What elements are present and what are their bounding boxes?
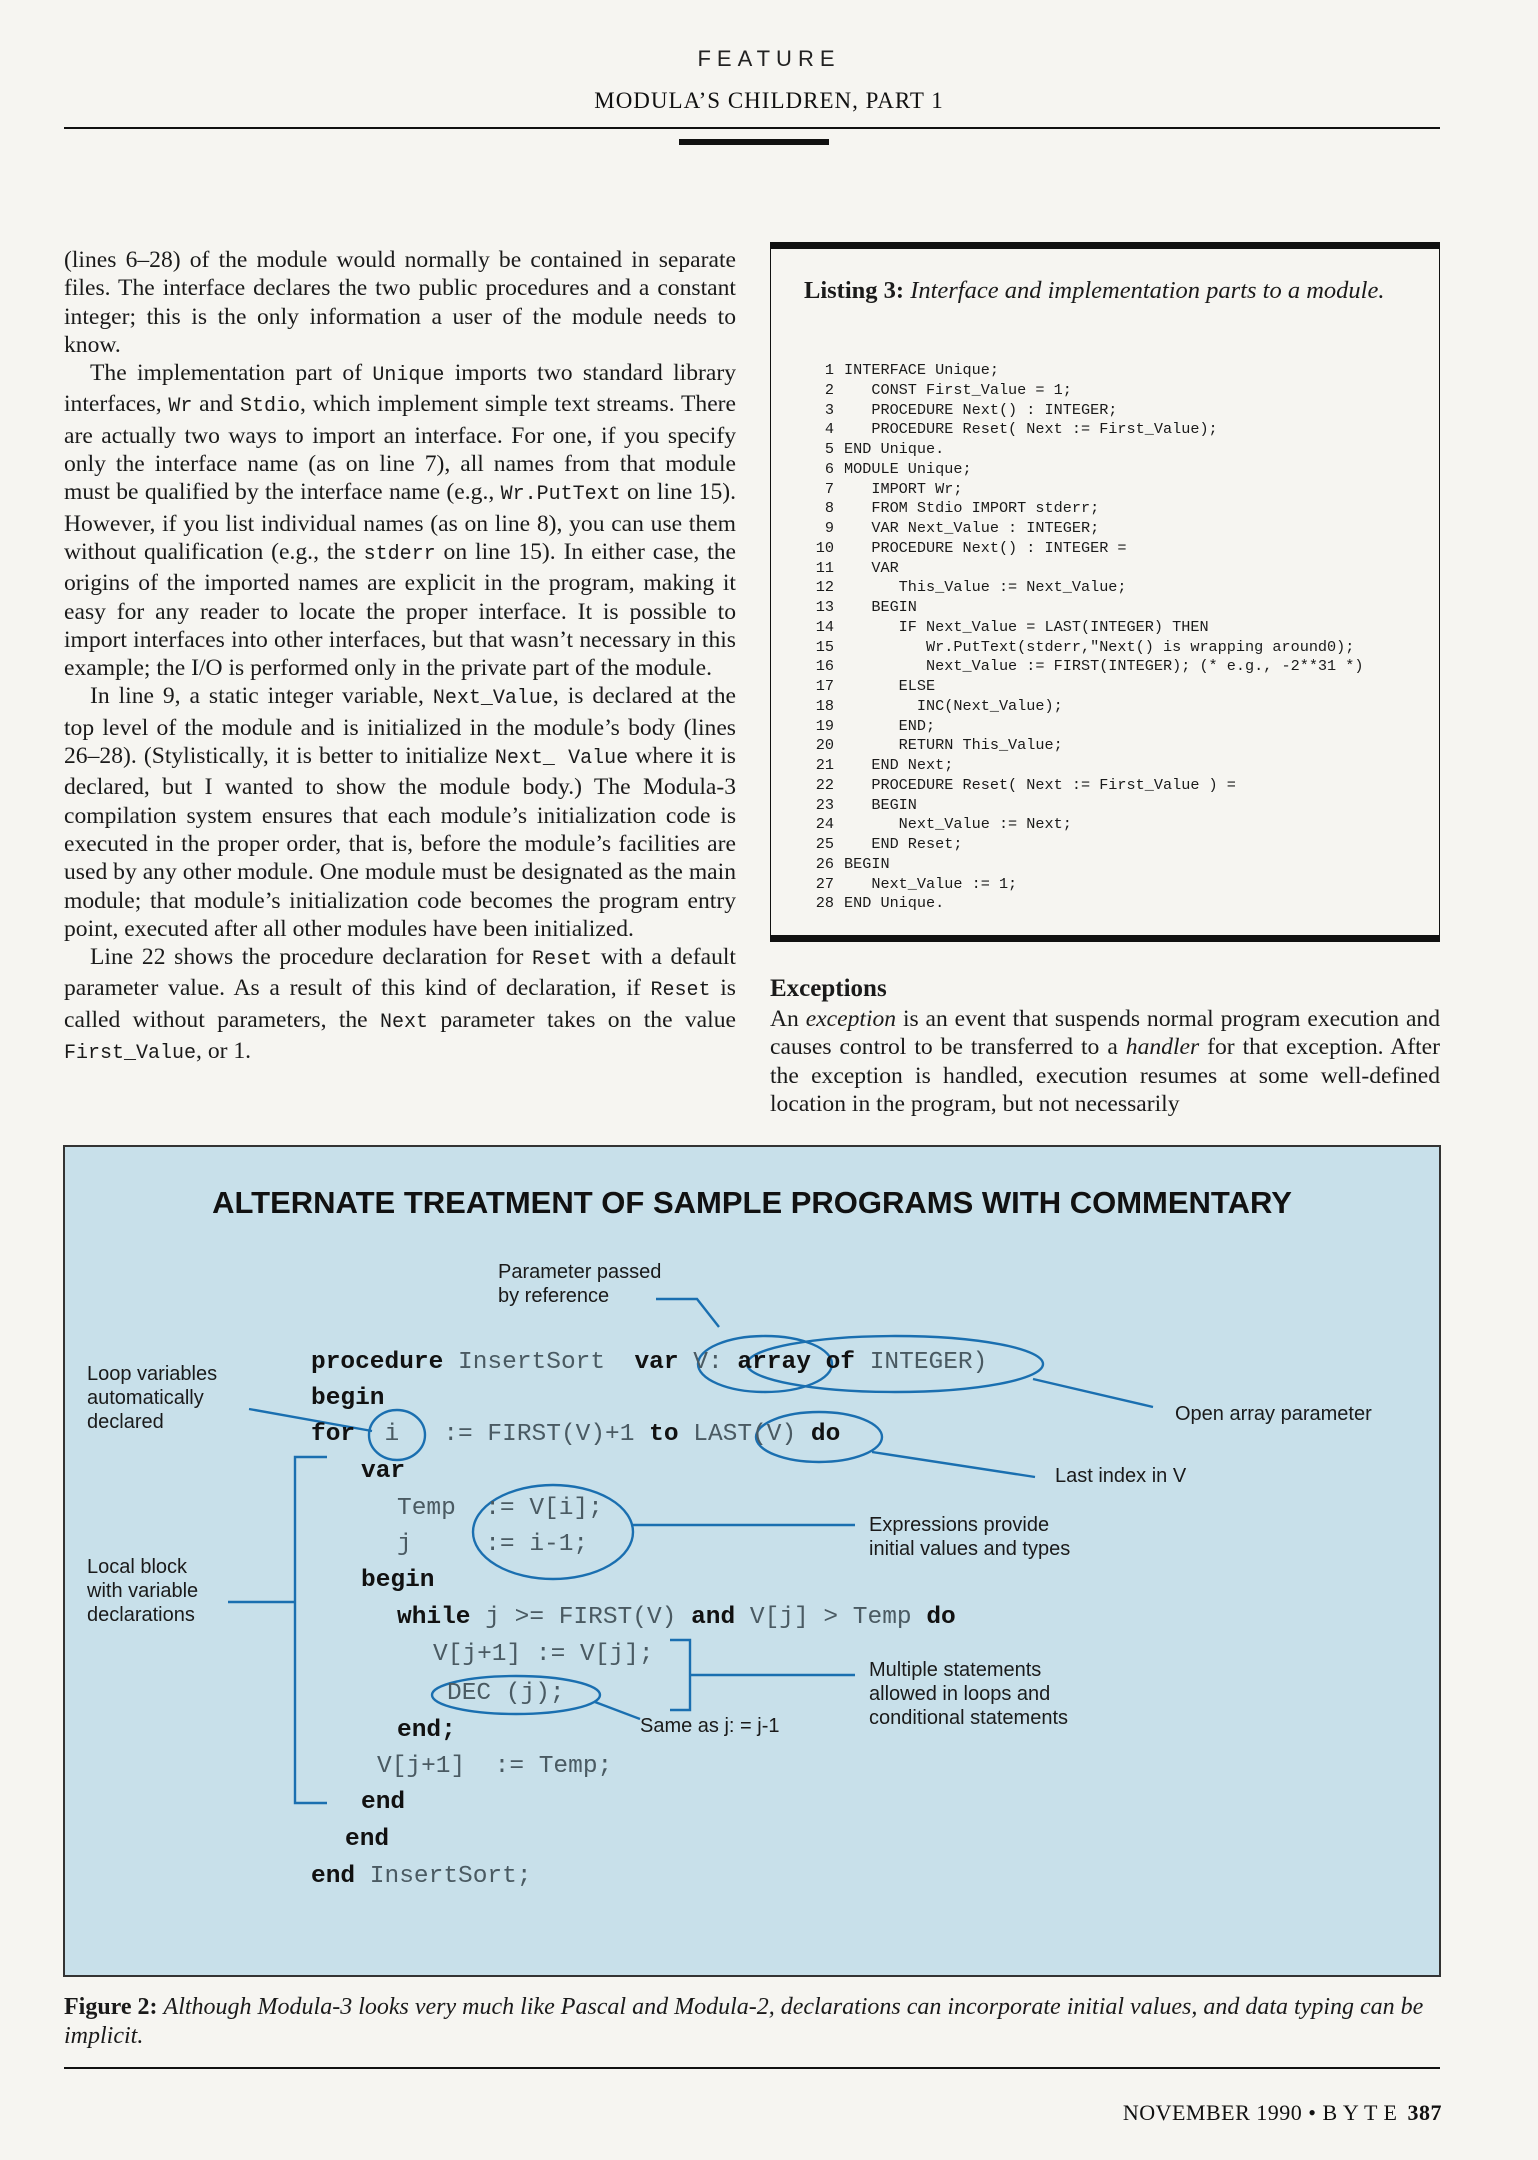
listing-line-number: 26 bbox=[815, 854, 834, 873]
listing-line bbox=[807, 480, 1364, 500]
paragraph-3: In line 9, a static integer variable, Next_Value, is declared at the top level of the module and is initialized in the module’s body (lines 26–28). (Stylistically, it is better to initialize Next_ Value where it is declared, but I wanted to show the module body.) The Modula-3 compilation system ensures that each module’s initialization code is executed in the proper order, that is, before the module’s facilities are used by any other module. One module must be designated as the main module; that module’s initialization code becomes the program entry point, executed after all other modules have been initialized. bbox=[64, 683, 736, 942]
listing-line-code: END Unique. bbox=[844, 894, 945, 913]
listing-line-number: 16 bbox=[815, 657, 834, 676]
code-line-end-2: end bbox=[361, 1789, 406, 1816]
listing-line-code: BEGIN bbox=[844, 854, 890, 873]
listing-line bbox=[807, 539, 1364, 559]
listing-line-code: VAR Next_Value : INTEGER; bbox=[844, 519, 1100, 537]
listing-line-number: 7 bbox=[824, 479, 834, 498]
listing-line-number: 24 bbox=[815, 815, 834, 834]
listing-box bbox=[770, 242, 1440, 942]
listing-line bbox=[807, 677, 1364, 697]
listing-line-number: 17 bbox=[815, 677, 834, 695]
listing-line bbox=[807, 598, 1364, 618]
code-line-assign-1: V[j+1] := V[j]; bbox=[433, 1641, 654, 1668]
local-block-bracket bbox=[295, 1457, 327, 1803]
listing-line-code: Next_Value := FIRST(INTEGER); (* e.g., -2**31 *) bbox=[844, 657, 1364, 676]
code-line-var: var bbox=[361, 1458, 406, 1485]
listing-line-code: RETURN This_Value; bbox=[844, 736, 1063, 755]
listing-line bbox=[807, 578, 1364, 598]
listing-line-number: 2 bbox=[824, 380, 834, 399]
open-array-leader bbox=[1033, 1379, 1153, 1407]
figure-2-panel bbox=[63, 1145, 1441, 1977]
listing-line bbox=[807, 736, 1364, 756]
paragraph-2: The implementation part of Unique imports two standard library interfaces, Wr and Stdio, which implement simple text streams. There are actually two ways to import an interface. For one, if you specify only the interface name (as on line 7), all names from that module must be qualified by the interface name (e.g., Wr.PutText on line 15). However, if you list individual names (as on line 8), you can use them without qualification (e.g., the stderr on line 15). In either case, the origins of the imported names are explicit in the program, making it easy for any reader to locate the proper interface. It is possible to import interfaces into other interfaces, but that wasn’t necessary in this example; the I/O is performed only in the private part of the module. bbox=[64, 360, 736, 682]
listing-line-code: END; bbox=[844, 716, 936, 735]
section-kicker: FEATURE bbox=[697, 46, 841, 71]
code-line-procedure: procedure InsertSort var V: array of INTEGER) bbox=[311, 1349, 988, 1376]
listing-line-number: 5 bbox=[824, 440, 834, 458]
listing-line bbox=[807, 519, 1364, 539]
listing-line-code: PROCEDURE Reset( Next := First_Value); bbox=[844, 420, 1218, 439]
listing-line-code: MODULE Unique; bbox=[844, 459, 972, 478]
listing-line bbox=[807, 894, 1364, 914]
code-line-begin-2: begin bbox=[361, 1567, 435, 1594]
footer-issue: NOVEMBER 1990 • B Y T E bbox=[1122, 2100, 1398, 2125]
listing-line-number: 23 bbox=[815, 795, 834, 814]
listing-line-number: 9 bbox=[824, 519, 834, 537]
listing-line-number: 27 bbox=[815, 874, 834, 893]
listing-line bbox=[807, 420, 1364, 440]
listing-line-number: 6 bbox=[824, 459, 834, 478]
code-line-end-insertsort: end InsertSort; bbox=[311, 1863, 532, 1890]
code-line-dec: DEC (j); bbox=[447, 1680, 565, 1707]
listing-line-code: FROM Stdio IMPORT stderr; bbox=[844, 499, 1100, 518]
listing-line-code: INTERFACE Unique; bbox=[844, 361, 999, 379]
page-footer bbox=[1123, 2100, 1442, 2126]
annotation-param-by-reference: Parameter passed by reference bbox=[498, 1261, 662, 1307]
listing-line-number: 28 bbox=[815, 894, 834, 913]
listing-line bbox=[807, 697, 1364, 717]
figure-title: ALTERNATE TREATMENT OF SAMPLE PROGRAMS WITH COMMENTARY bbox=[212, 1185, 1292, 1220]
code-line-j: j := i-1; bbox=[397, 1531, 589, 1558]
listing-line-code: CONST First_Value = 1; bbox=[844, 380, 1072, 399]
figure-caption: Figure 2: Although Modula-3 looks very much like Pascal and Modula-2, declarations can incorporate initial values, and data typing can be implicit. bbox=[64, 1994, 1424, 2049]
listing-line-code: Next_Value := 1; bbox=[844, 874, 1018, 893]
listing-line-code: PROCEDURE Reset( Next := First_Value ) = bbox=[844, 775, 1236, 794]
header-bar bbox=[679, 139, 829, 145]
exceptions-heading: Exceptions bbox=[770, 975, 887, 1002]
listing-line bbox=[807, 855, 1364, 875]
annotation-open-array: Open array parameter bbox=[1175, 1403, 1372, 1425]
listing-line bbox=[807, 815, 1364, 835]
listing-line-number: 20 bbox=[815, 736, 834, 755]
listing-line-number: 8 bbox=[824, 499, 834, 518]
listing-line bbox=[807, 756, 1364, 776]
listing-line bbox=[807, 657, 1364, 677]
annotation-loop-variables: Loop variables automatically declared bbox=[87, 1363, 218, 1433]
listing-line bbox=[807, 381, 1364, 401]
listing-line bbox=[807, 440, 1364, 460]
listing-line bbox=[807, 776, 1364, 796]
listing-line-code: IF Next_Value = LAST(INTEGER) THEN bbox=[844, 617, 1209, 636]
listing-line-code: BEGIN bbox=[844, 795, 917, 814]
exceptions-paragraph: An exception is an event that suspends normal program execution and causes control to be transferred to a handler for that exception. After the exception is handled, execution resumes at some well-defined location in the program, but not necessarily bbox=[770, 1006, 1441, 1117]
listing-line-code: BEGIN bbox=[844, 598, 917, 616]
listing-line-number: 1 bbox=[824, 361, 834, 379]
listing-line-code: INC(Next_Value); bbox=[844, 696, 1063, 715]
code-line-for: for i := FIRST(V)+1 to LAST(V) do bbox=[311, 1421, 841, 1448]
running-head: MODULA’S CHILDREN, PART 1 bbox=[594, 88, 944, 113]
listing-line-number: 15 bbox=[815, 637, 834, 656]
listing-line-number: 4 bbox=[824, 420, 834, 439]
listing-caption: Listing 3: Interface and implementation parts to a module. bbox=[804, 277, 1385, 304]
code-line-temp: Temp := V[i]; bbox=[397, 1495, 603, 1522]
listing-line-code: VAR bbox=[844, 558, 899, 577]
listing-line-code: IMPORT Wr; bbox=[844, 479, 963, 498]
paragraph-1: (lines 6–28) of the module would normally be contained in separate files. The interface declares the two public procedures and a constant integer; this is the only information a user of the module needs to know. bbox=[64, 247, 736, 358]
listing-line bbox=[807, 401, 1364, 421]
listing-line bbox=[807, 559, 1364, 579]
listing-line-code: This_Value := Next_Value; bbox=[844, 578, 1127, 597]
footer-rule bbox=[64, 2067, 1440, 2069]
annotation-expressions: Expressions provide initial values and types bbox=[869, 1514, 1071, 1560]
annotation-last-index: Last index in V bbox=[1055, 1465, 1187, 1487]
listing-line bbox=[807, 460, 1364, 480]
page-number: 387 bbox=[1407, 2100, 1442, 2125]
listing-line bbox=[807, 796, 1364, 816]
listing-line bbox=[807, 717, 1364, 737]
code-line-end-3: end bbox=[345, 1826, 390, 1853]
listing-line-code: PROCEDURE Next() : INTEGER; bbox=[844, 400, 1118, 419]
listing-line-number: 12 bbox=[815, 578, 834, 597]
listing-line bbox=[807, 875, 1364, 895]
code-line-begin: begin bbox=[311, 1385, 385, 1412]
listing-line-number: 14 bbox=[815, 617, 834, 636]
multiple-bracket bbox=[670, 1640, 690, 1710]
listing-line-number: 10 bbox=[815, 538, 834, 557]
listing-line-code: END Next; bbox=[844, 756, 954, 774]
code-line-end-1: end; bbox=[397, 1717, 456, 1744]
listing-line-code: Next_Value := Next; bbox=[844, 815, 1072, 834]
listing-line-code: Wr.PutText(stderr,"Next() is wrapping around0); bbox=[844, 637, 1355, 656]
code-line-assign-2: V[j+1] := Temp; bbox=[377, 1753, 613, 1780]
listing-code bbox=[807, 361, 1364, 914]
listing-line bbox=[807, 618, 1364, 638]
last-index-leader bbox=[872, 1452, 1035, 1477]
listing-line-number: 11 bbox=[815, 558, 834, 577]
annotation-same-as: Same as j: = j-1 bbox=[640, 1715, 780, 1737]
annotation-overlay bbox=[65, 1147, 1443, 1979]
right-column bbox=[770, 974, 1440, 1118]
same-as-leader bbox=[595, 1702, 640, 1719]
header-rule bbox=[64, 127, 1440, 129]
listing-line bbox=[807, 499, 1364, 519]
listing-line-code: ELSE bbox=[844, 677, 936, 695]
left-column bbox=[64, 246, 736, 1068]
listing-line-number: 25 bbox=[815, 835, 834, 853]
listing-line-number: 3 bbox=[824, 400, 834, 419]
annotation-multiple-statements: Multiple statements allowed in loops and conditional statements bbox=[869, 1659, 1069, 1729]
listing-line-code: END Reset; bbox=[844, 835, 963, 853]
listing-line-code: PROCEDURE Next() : INTEGER = bbox=[844, 538, 1127, 557]
listing-line-number: 21 bbox=[815, 756, 834, 774]
listing-line bbox=[807, 638, 1364, 658]
annotation-local-block: Local block with variable declarations bbox=[87, 1556, 199, 1626]
param-ref-leader bbox=[656, 1299, 719, 1327]
paragraph-4: Line 22 shows the procedure declaration for Reset with a default parameter value. As a result of this kind of declaration, if Reset is called without parameters, the Next parameter takes on the value First_Value, or 1. bbox=[64, 944, 736, 1066]
listing-line-number: 13 bbox=[815, 598, 834, 616]
listing-line bbox=[807, 361, 1364, 381]
listing-line-number: 19 bbox=[815, 716, 834, 735]
listing-line-code: END Unique. bbox=[844, 440, 945, 458]
code-line-while: while j >= FIRST(V) and V[j] > Temp do bbox=[397, 1604, 956, 1631]
listing-line-number: 22 bbox=[815, 775, 834, 794]
listing-line bbox=[807, 835, 1364, 855]
listing-line-number: 18 bbox=[815, 696, 834, 715]
